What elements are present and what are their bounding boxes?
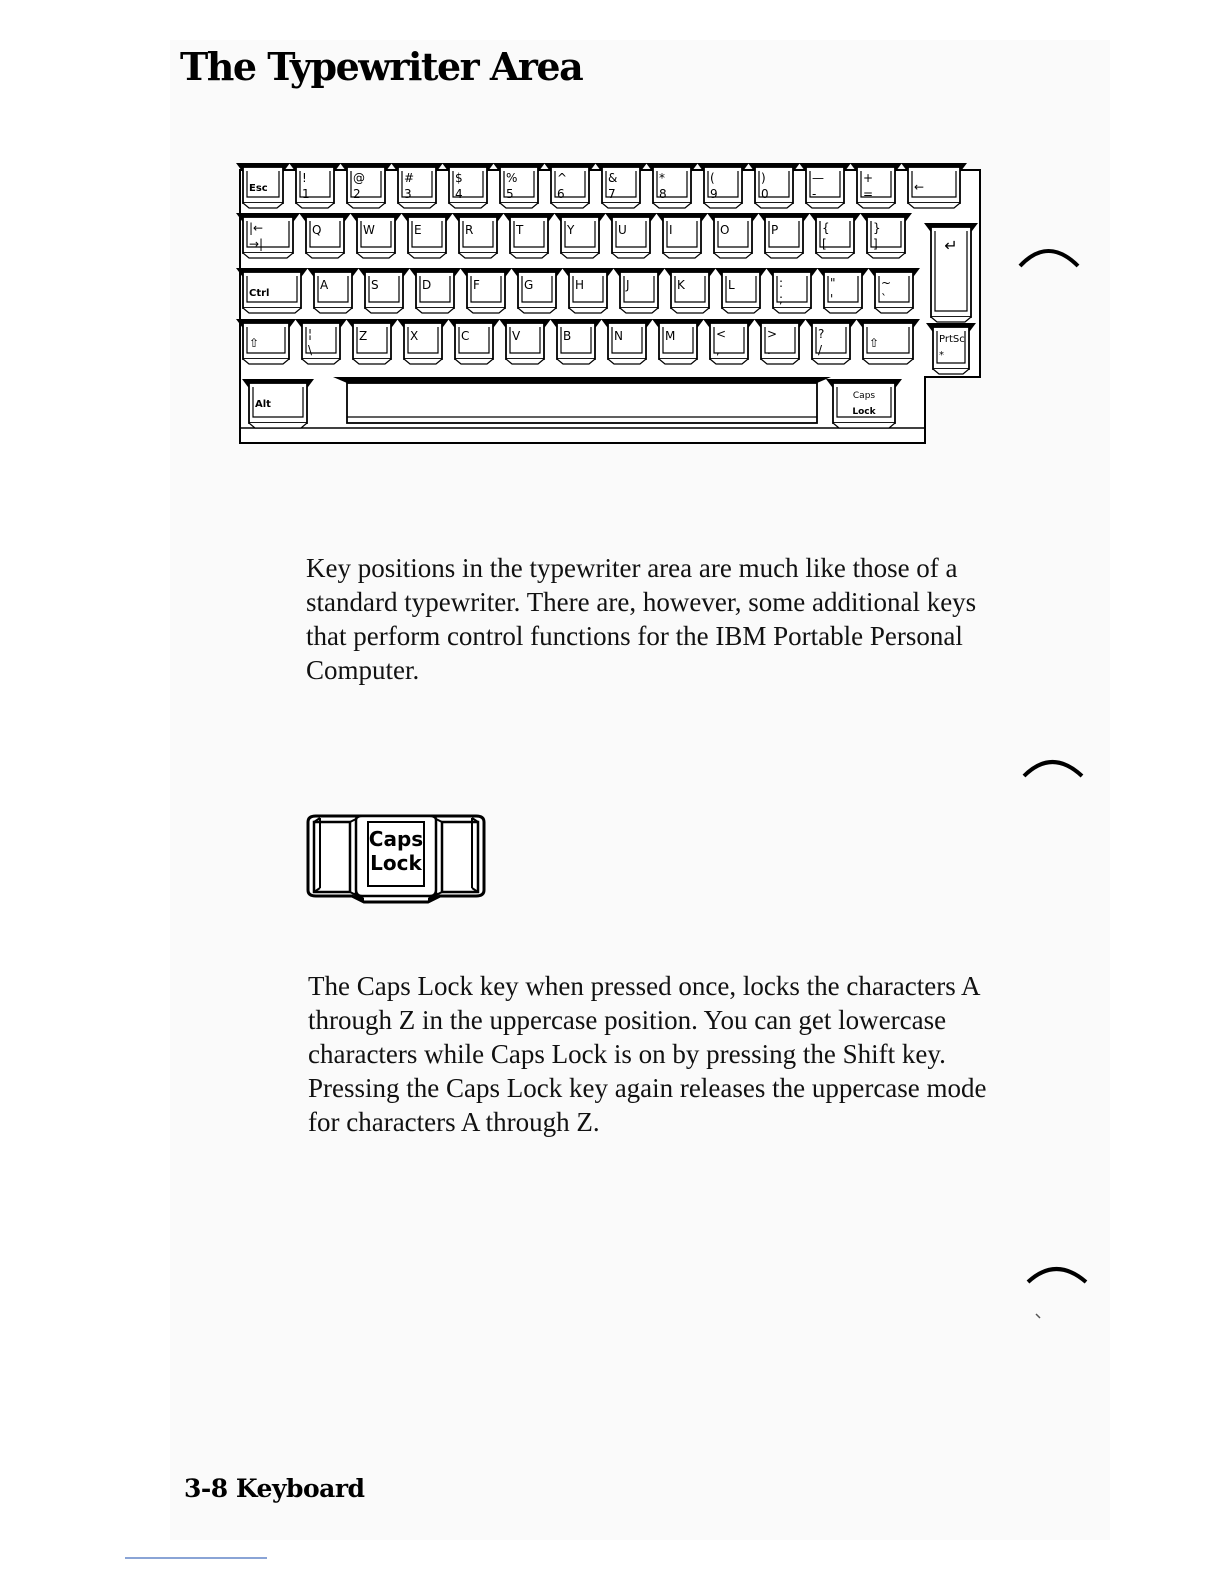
key-r2-8-legend-top: K	[677, 278, 685, 292]
key-r2-6-front	[569, 308, 607, 313]
binder-hole-mark	[1026, 1260, 1090, 1320]
key-r3-4-front	[455, 359, 493, 364]
page-title: The Typewriter Area	[180, 44, 583, 89]
key-r0-6-legend-top: ^	[557, 171, 568, 185]
key-r2-3-front	[416, 308, 454, 313]
key-r1-12-front	[867, 253, 905, 258]
key-r0-3-legend-top: #	[404, 171, 415, 185]
key-r0-4-legend-top: $	[455, 171, 463, 185]
key-r2-5-legend-top: G	[524, 278, 534, 292]
key-r1-1-legend-top: Q	[312, 223, 322, 237]
key-r2-9-front	[722, 308, 760, 313]
key-r3-11-legend-bottom: /	[818, 343, 823, 357]
key-r0-2-front	[347, 203, 385, 208]
key-r2-9-legend-top: L	[728, 278, 735, 292]
key-r0-4-front	[449, 203, 487, 208]
key-r0-13-front	[908, 203, 960, 208]
binder-hole-mark	[1018, 240, 1082, 270]
key-r0-13-legend-bottom: ←	[914, 180, 925, 194]
key-r3-8-legend-top: M	[665, 329, 676, 343]
key-r2-11-front	[824, 308, 862, 313]
key-r3-3-front	[404, 359, 442, 364]
key-r0-0-legend-bottom: Esc	[249, 183, 268, 194]
key-r1-9-legend-top: O	[720, 223, 730, 237]
key-r0-5-front	[500, 203, 538, 208]
key-r2-2-front	[365, 308, 403, 313]
key-r2-7-front	[620, 308, 658, 313]
key-r2-4-front	[467, 308, 505, 313]
key-r0-8-legend-top: *	[659, 171, 665, 185]
key-r3-2-front	[353, 359, 391, 364]
key-r1-5-legend-top: T	[516, 223, 524, 237]
key-r0-7-legend-top: &	[608, 171, 618, 185]
caps-key-label-line1: Caps	[368, 827, 424, 851]
key-r2-10-front	[773, 308, 811, 313]
key-r3-1-legend-top: ¦	[308, 327, 313, 341]
key-r0-12-legend-top: +	[863, 171, 874, 185]
key-r3-12-legend-bottom: ⇧	[869, 336, 880, 350]
key-enter-front	[931, 317, 971, 322]
key-r1-5-front	[510, 253, 548, 258]
key-r1-11-front	[816, 253, 854, 258]
key-r0-4-legend-bottom: 4	[455, 187, 463, 201]
key-r1-2-legend-top: W	[363, 223, 375, 237]
key-r1-9-front	[714, 253, 752, 258]
key-r3-2-legend-top: Z	[359, 329, 368, 343]
key-r0-11-legend-top: —	[812, 171, 824, 185]
key-r1-10-front	[765, 253, 803, 258]
key-r3-9-front	[710, 359, 748, 364]
key-r3-0-legend-bottom: ⇧	[249, 336, 260, 350]
key-r3-10-front	[761, 359, 799, 364]
key-r1-11-legend-bottom: [	[822, 237, 827, 251]
key-r1-3-front	[408, 253, 446, 258]
key-r1-0-legend-top: |←	[249, 221, 264, 235]
key-r3-9-legend-bottom: ,	[716, 343, 720, 357]
key-r0-7-front	[602, 203, 640, 208]
scan-edge-line	[125, 1557, 267, 1559]
key-r3-7-front	[608, 359, 646, 364]
key-r3-3-legend-top: X	[410, 329, 419, 343]
key-r2-10-legend-top: :	[779, 276, 784, 290]
key-r1-2-front	[357, 253, 395, 258]
key-r3-11-front	[812, 359, 850, 364]
key-r3-1-front	[302, 359, 340, 364]
key-r3-8-front	[659, 359, 697, 364]
key-r1-6-legend-top: Y	[567, 223, 575, 237]
key-r0-10-legend-top: )	[761, 171, 766, 185]
key-r1-7-legend-top: U	[618, 223, 627, 237]
key-r2-6-legend-top: H	[575, 278, 585, 292]
key-r1-0-front	[243, 253, 293, 258]
key-alt-legend-bottom: Alt	[255, 399, 271, 410]
key-r0-9-legend-top: (	[710, 171, 715, 185]
key-r3-1-legend-bottom: \	[308, 343, 313, 357]
keyboard-illustration	[235, 155, 990, 450]
key-r3-9-legend-top: <	[716, 327, 727, 341]
key-r1-1-front	[306, 253, 344, 258]
key-r1-11-legend-top: {	[822, 221, 830, 235]
key-r0-10-front	[755, 203, 793, 208]
key-r3-5-legend-top: V	[512, 329, 521, 343]
key-alt-front	[249, 423, 307, 428]
key-r2-7-legend-top: J	[626, 278, 630, 292]
key-r3-7-legend-top: N	[614, 329, 623, 343]
key-r0-1-legend-top: !	[302, 171, 307, 185]
key-r3-10-legend-top: >	[767, 327, 778, 341]
key-r3-4-legend-top: C	[461, 329, 470, 343]
key-r1-3-legend-top: E	[414, 223, 422, 237]
key-r0-5-legend-bottom: 5	[506, 187, 514, 201]
key-r3-5-front	[506, 359, 544, 364]
key-enter-legend-bottom: ↵	[944, 236, 958, 255]
key-r1-7-front	[612, 253, 650, 258]
key-r1-0-legend-bottom: →|	[249, 237, 264, 251]
key-r0-9-front	[704, 203, 742, 208]
key-prtsc-legend-bottom: *	[939, 350, 944, 361]
key-r2-1-legend-top: A	[320, 278, 329, 292]
key-r2-12-front	[875, 308, 913, 313]
key-capslock-legend-top: Caps	[852, 391, 876, 401]
key-r2-11-legend-bottom: '	[830, 292, 834, 306]
key-r0-0-front	[243, 203, 283, 208]
key-r2-2-legend-top: S	[371, 278, 379, 292]
key-r3-0-front	[243, 359, 289, 364]
key-capslock-front	[833, 423, 895, 428]
key-r0-11-front	[806, 203, 844, 208]
key-r0-2-legend-bottom: 2	[353, 187, 361, 201]
page-footer: 3-8 Keyboard	[184, 1474, 365, 1503]
key-r1-12-legend-top: }	[873, 221, 881, 235]
key-r0-3-front	[398, 203, 436, 208]
key-r0-11-legend-bottom: -	[812, 187, 817, 201]
key-r2-12-legend-top: ~	[881, 276, 892, 290]
key-r1-4-front	[459, 253, 497, 258]
key-r0-6-front	[551, 203, 589, 208]
caps-lock-description: The Caps Lock key when pressed once, locks the characters A through Z in the uppercase position. You can get lowercase characters while Caps Lock is on by pressing the Shift key. Pressing the Caps Lock key again releases the uppercase mode for characters A through Z.	[308, 971, 987, 1137]
key-r3-6-legend-top: B	[563, 329, 572, 343]
key-r0-8-legend-bottom: 8	[659, 187, 667, 201]
key-r3-6-front	[557, 359, 595, 364]
key-capslock-legend-bottom: Lock	[852, 407, 876, 417]
key-r2-4-legend-top: F	[473, 278, 480, 292]
caps-lock-key-illustration	[300, 810, 492, 905]
key-r2-12-legend-bottom: `	[881, 292, 887, 306]
key-r0-8-front	[653, 203, 691, 208]
key-r3-10-legend-bottom: .	[767, 343, 771, 357]
key-r3-12-front	[863, 359, 913, 364]
key-r0-9-legend-bottom: 9	[710, 187, 718, 201]
key-prtsc-legend-top: PrtSc	[939, 334, 965, 345]
key-r2-5-front	[518, 308, 556, 313]
key-r2-0-legend-bottom: Ctrl	[249, 288, 270, 299]
key-r1-8-legend-top: I	[669, 223, 673, 237]
key-r2-11-legend-top: "	[830, 276, 836, 290]
key-r2-1-front	[314, 308, 352, 313]
key-r0-5-legend-top: %	[506, 171, 518, 185]
key-r0-1-legend-bottom: 1	[302, 187, 310, 201]
key-r2-0-front	[243, 308, 301, 313]
key-r1-4-legend-top: R	[465, 223, 474, 237]
key-r1-6-front	[561, 253, 599, 258]
key-r0-12-front	[857, 203, 895, 208]
typewriter-area-description: Key positions in the typewriter area are much like those of a standard typewriter. There are, however, some additional keys that perform control functions for the IBM Portable Personal Computer.	[306, 553, 977, 685]
key-r0-1-front	[296, 203, 334, 208]
key-r0-6-legend-bottom: 6	[557, 187, 565, 201]
key-r1-8-front	[663, 253, 701, 258]
key-r2-8-front	[671, 308, 709, 313]
key-r0-2-legend-top: @	[353, 171, 365, 185]
key-prtsc-front	[933, 369, 969, 374]
key-r3-11-legend-top: ?	[818, 327, 825, 341]
key-r0-10-legend-bottom: 0	[761, 187, 769, 201]
key-r2-3-legend-top: D	[422, 278, 432, 292]
key-r0-7-legend-bottom: 7	[608, 187, 616, 201]
binder-hole-mark	[1022, 752, 1086, 782]
key-r0-3-legend-bottom: 3	[404, 187, 412, 201]
key-r1-10-legend-top: P	[771, 223, 779, 237]
key-r1-12-legend-bottom: ]	[873, 237, 878, 251]
caps-key-label-line2: Lock	[370, 851, 422, 875]
key-r2-10-legend-bottom: ;	[779, 292, 784, 306]
key-r0-12-legend-bottom: =	[863, 187, 874, 201]
